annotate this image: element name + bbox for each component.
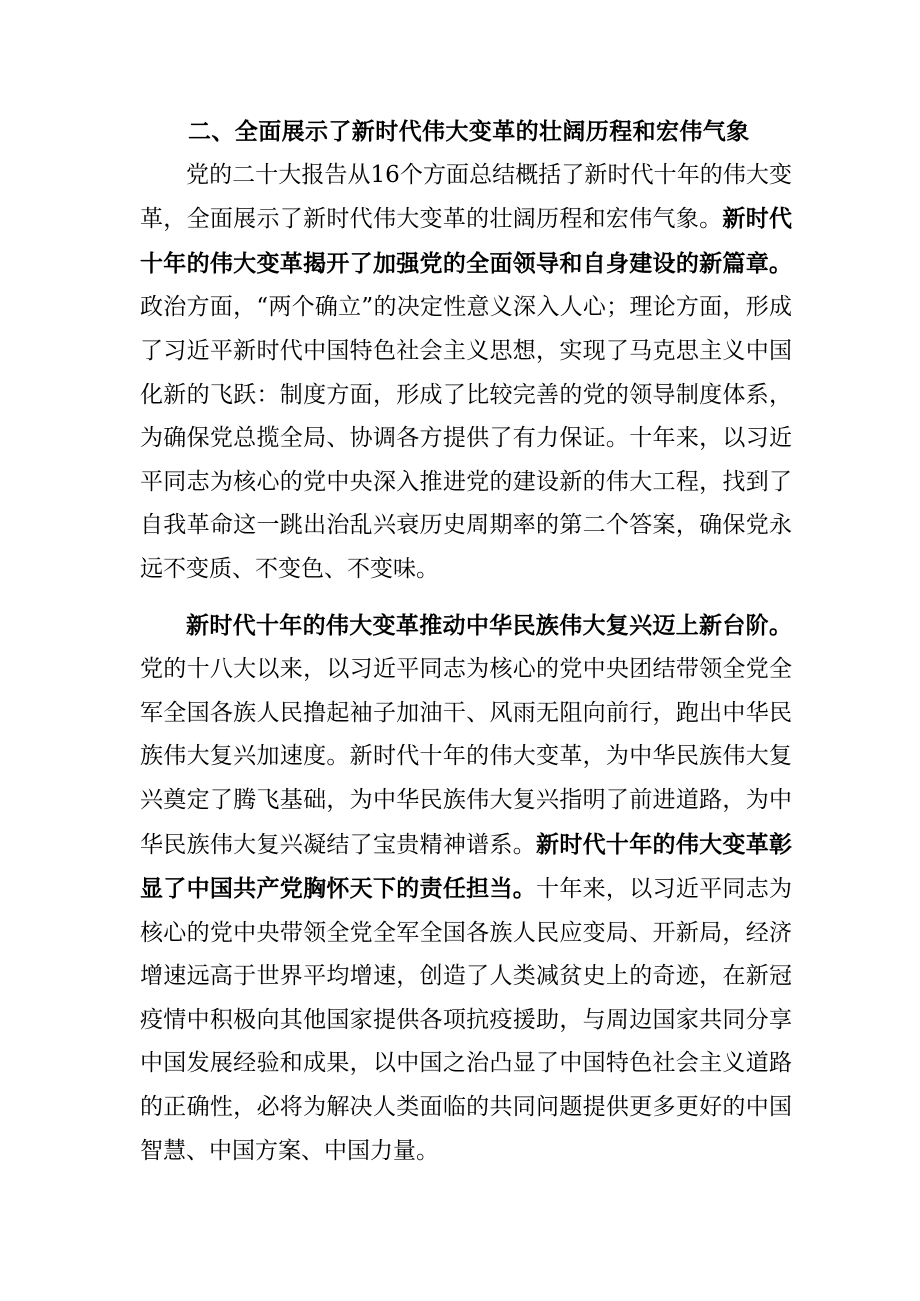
paragraph-1-text-2: 政治方面，“两个确立”的决定性意义深入人心；理论方面，形成了习近平新时代中国特色社会主义思想，实现了马克思主义中国化新的飞跃：制度方面，形成了比较完善的党的领导制度体系，为确保党总揽全局、协调各方提供了有力保证。十年来，以习近平同志为核心的党中央深入推进党的建设新的伟大工程，找到了自我革命这一跳出治乱兴衰历史周期率的第二个答案，确保党永远不变质、不变色、不变味。: [140, 294, 792, 582]
paragraph-1-text-1: 党的二十大报告从16个方面总结概括了新时代十年的伟大变革，全面展示了新时代伟大变革的壮阔历程和宏伟气象。: [140, 161, 792, 233]
paragraph-1-bold-1: 新时代十年的伟大变革揭开了加强党的全面领导和自身建设的新篇章。: [140, 205, 793, 277]
paragraph-2-bold-1: 新时代十年的伟大变革推动中华民族伟大复兴迈上新台阶。: [186, 611, 792, 639]
section-heading: 二、全面展示了新时代伟大变革的壮阔历程和宏伟气象: [188, 118, 750, 145]
paragraph-2: [140, 604, 792, 1174]
document-page: [140, 110, 792, 1173]
paragraph-2-bold-2: 新时代十年的伟大变革彰显了中国共产党胸怀天下的责任担当。: [140, 830, 793, 903]
paragraph-2-text-1: 党的十八大以来，以习近平同志为核心的党中央团结带领全党全军全国各族人民撸起袖子加油干、风雨无阻向前行，跑出中华民族伟大复兴加速度。新时代十年的伟大变革，为中华民族伟大复兴奠定了腾飞基础，为中华民族伟大复兴指明了前进道路，为中华民族伟大复兴凝结了宝贵精神谱系。: [140, 656, 792, 858]
paragraph-1: [140, 154, 792, 592]
paragraph-2-text-2: 十年来，以习近平同志为核心的党中央带领全党全军全国各族人民应变局、开新局，经济增速远高于世界平均增速，创造了人类减贫史上的奇迹，在新冠疫情中积极向其他国家提供各项抗疫援助，与周边国家共同分享中国发展经验和成果，以中国之治凸显了中国特色社会主义道路的正确性，必将为解决人类面临的共同问题提供更多更好的中国智慧、中国方案、中国力量。: [140, 876, 793, 1164]
